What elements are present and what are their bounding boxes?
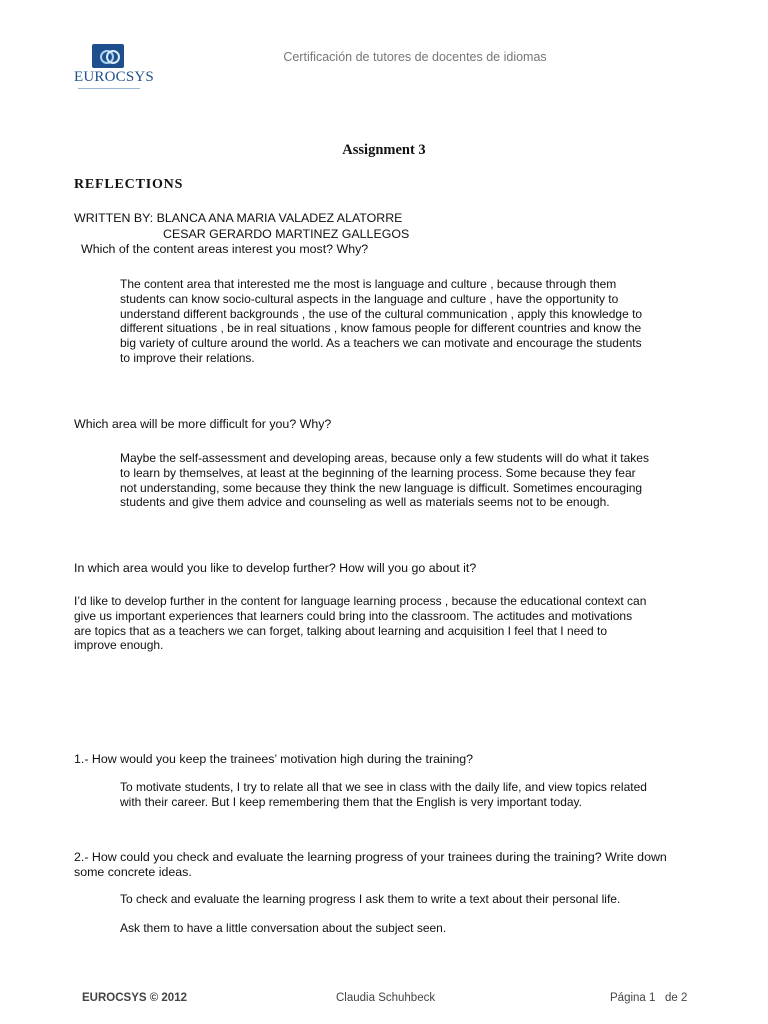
footer-page-number: Página 1 de 2 <box>610 992 688 1004</box>
answer-4: To motivate students, I try to relate all that we see in class with the daily life, and view topics related with their career. But I keep remembering them that the English is very important today. <box>120 780 647 809</box>
authors-line-1: WRITTEN BY: BLANCA ANA MARIA VALADEZ ALATORRE <box>74 211 403 225</box>
logo-text: EUROCSYS <box>74 69 154 85</box>
question-3: In which area would you like to develop further? How will you go about it? <box>74 561 477 575</box>
authors-line-2: CESAR GERARDO MARTINEZ GALLEGOS <box>163 227 410 241</box>
section-title: REFLECTIONS <box>74 177 184 192</box>
answer-2: Maybe the self-assessment and developing areas, because only a few students will do what it takes to learn by themselves, at least at the beginning of the learning process. Some because they fear not understanding, some because they think the new language is difficult. Sometimes encouraging students and give them advice and counseling as well as materials seems not to be enough. <box>120 451 649 510</box>
answer-5a: To check and evaluate the learning progress I ask them to write a text about their personal life. <box>120 892 621 906</box>
footer-center: Claudia Schuhbeck <box>336 992 436 1004</box>
assignment-title: Assignment 3 <box>342 142 426 158</box>
header-title: Certificación de tutores de docentes de idiomas <box>283 50 547 64</box>
question-2: Which area will be more difficult for you? Why? <box>74 417 332 431</box>
answer-5b: Ask them to have a little conversation about the subject seen. <box>120 921 447 935</box>
footer-left: EUROCSYS © 2012 <box>82 992 187 1004</box>
question-4: 1.- How would you keep the trainees’ motivation high during the training? <box>74 752 474 766</box>
answer-3: I’d like to develop further in the content for language learning process , because the educational context can give us important experiences that learners could bring into the classroom. The actitudes and motivations are topics that as a teachers we can forget, talking about learning and acquisition I feel that I need to improve enough. <box>74 594 647 653</box>
question-1: Which of the content areas interest you most? Why? <box>81 242 369 256</box>
question-5: 2.- How could you check and evaluate the learning progress of your trainees during the training? Write down some concrete ideas. <box>74 850 667 879</box>
answer-1: The content area that interested me the most is language and culture , because through them students can know socio-cultural aspects in the language and culture , have the opportunity to understand different backgrounds , the use of the cultural communication , apply this knowledge to different situations , be in real situations , know famous people for different countries and know the big variety of culture around the world. As a teachers we can motivate and encourage the students to improve their relations. <box>120 277 643 365</box>
